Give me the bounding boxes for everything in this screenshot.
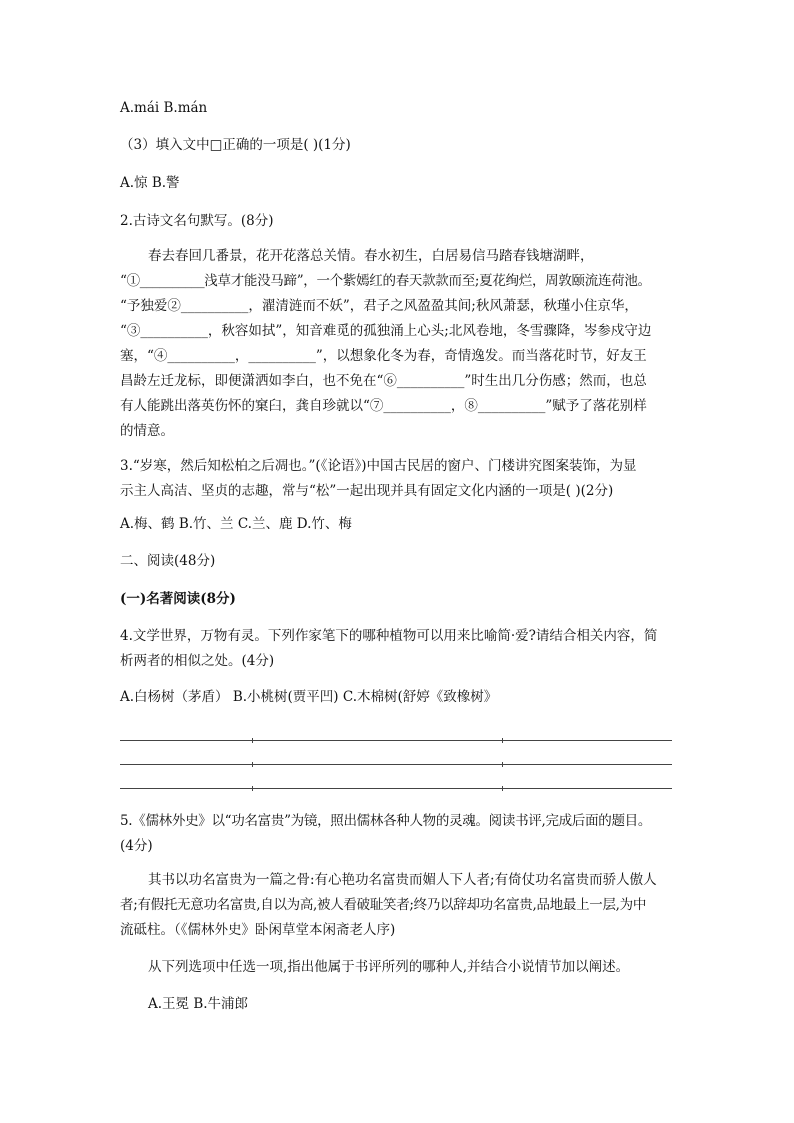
q5-stem-line: 5.《儒林外史》以“功名富贵”为镜，照出儒林各种人物的灵魂。阅读书评,完成后面的题目。 [120,813,652,829]
answer-line[interactable] [120,788,672,789]
pronunciation-options: A.mái B.mán [120,100,208,116]
answer-line[interactable] [120,740,672,741]
q5-stem-line: (4分) [120,838,153,854]
q2-passage-line: “予独爱②__________，濯清涟而不妖”，君子之风盈盈其间;秋风萧瑟，秋瑾小住京华， [120,298,638,314]
q3-stem-line: 示主人高洁、坚贞的志趣，常与“松”一起出现并具有固定文化内涵的一项是( )(2分) [120,483,614,499]
q2-passage-line: 有人能跳出落英伤怀的窠臼，龚自珍就以“⑦__________，⑧__________”赋予了落花别样 [120,398,647,414]
q1-part3-prompt: （3）填入文中□正确的一项是( )(1分) [120,137,351,153]
q5-instruction: 从下列选项中任选一项,指出他属于书评所列的哪种人,并结合小说情节加以阐述。 [148,959,630,975]
q4-stem-line: 析两者的相似之处。(4分) [120,653,275,669]
q2-passage-line: 塞，“④__________，__________”，以想象化冬为春，奇情逸发。而当落花时节，好友王 [120,348,647,364]
q1-part3-options: A.惊 B.警 [120,175,180,191]
q3-stem-line: 3.“岁寒，然后知松柏之后凋也。”(《论语》)中国古民居的窗户、门楼讲究图案装饰，为显 [120,458,637,474]
subsection-heading: (一)名著阅读(8分) [120,591,236,607]
q2-passage-line: 春去春回几番景，花开花落总关情。春水初生，白居易信马踏春钱塘湖畔， [148,248,594,264]
q2-passage-line: “③__________，秋容如拭”，知音难觅的孤独涌上心头;北风卷地，冬雪骤降，岑参戍守边 [120,323,652,339]
q2-title: 2.古诗文名句默写。(8分) [120,213,274,229]
q2-passage-line: 的情意。 [120,423,174,439]
q2-passage-line: 昌龄左迁龙标，即便潇洒如李白，也不免在“⑥__________”时生出几分伤感；然而，也总 [120,373,647,389]
q4-options: A.白杨树（茅盾） B.小桃树(贾平凹) C.木棉树(舒婷《致橡树》 [120,689,498,705]
q4-stem-line: 4.文学世界，万物有灵。下列作家笔下的哪种植物可以用来比喻简·爱?请结合相关内容，简 [120,628,658,644]
q5-review-line: 其书以功名富贵为一篇之骨:有心艳功名富贵而媚人下人者;有倚仗功名富贵而骄人傲人 [148,872,657,888]
section-heading: 二、阅读(48分) [120,553,216,569]
q5-review-line: 流砥柱。（《儒林外史》卧闲草堂本闲斋老人序) [120,922,396,938]
q5-review-line: 者;有假托无意功名富贵,自以为高,被人看破耻笑者;终乃以辞却功名富贵,品地最上一层,为中 [120,897,647,913]
q2-passage-line: “①__________浅草才能没马蹄”，一个紫嫣红的春天款款而至;夏花绚烂，周敦颐流连荷池。 [120,273,651,289]
answer-line[interactable] [120,764,672,765]
q3-options: A.梅、鹤 B.竹、兰 C.兰、鹿 D.竹、梅 [120,516,352,532]
q5-options: A.王冕 B.牛浦郎 [148,996,249,1012]
